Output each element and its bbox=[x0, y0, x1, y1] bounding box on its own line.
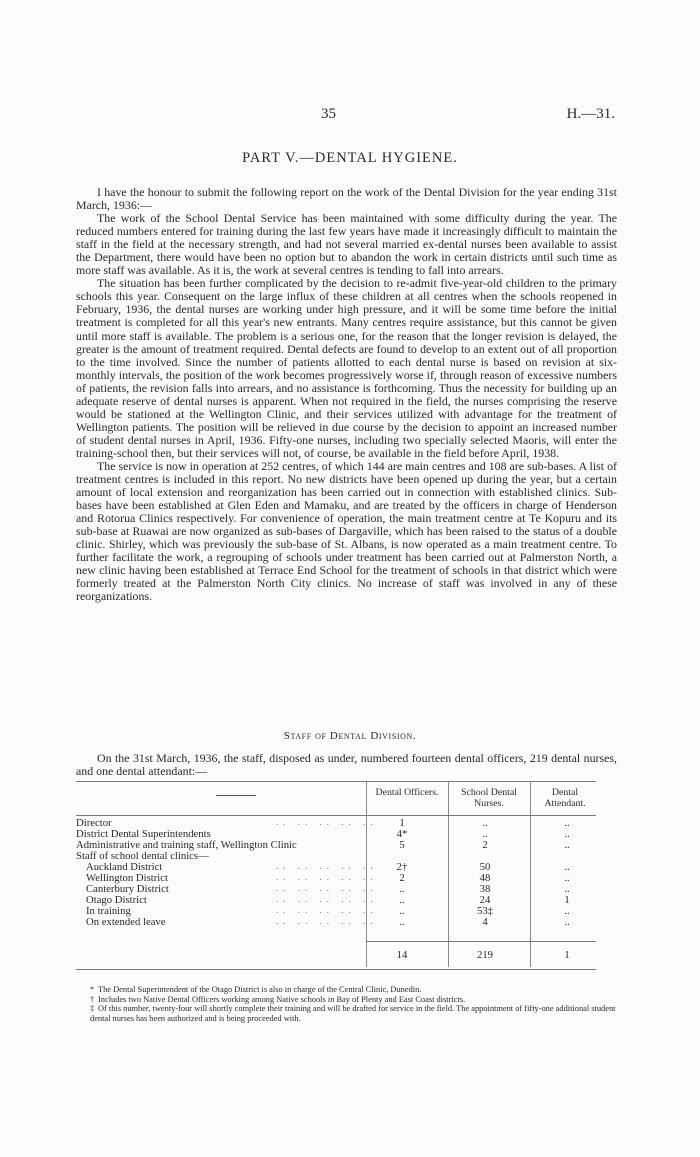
cell-attendant: .. bbox=[564, 872, 570, 884]
row-label: Administrative and training staff, Wellington Clinic bbox=[76, 839, 297, 851]
cell-nurses: .. bbox=[482, 828, 488, 840]
footnote-text: Of this number, twenty-four will shortly complete their training and will be drafted for service in the field. The appointment of fifty-one additional student dental nurses has been authorized and is being proceeded with. bbox=[90, 1004, 616, 1023]
row-label: Canterbury District bbox=[86, 883, 169, 895]
page-number: 35 bbox=[321, 106, 336, 122]
part-title: PART V.—DENTAL HYGIENE. bbox=[242, 150, 458, 166]
report-body bbox=[76, 186, 617, 604]
cell-attendant: .. bbox=[564, 828, 570, 840]
table-bottom-rule bbox=[76, 969, 596, 970]
cell-nurses: 24 bbox=[479, 894, 491, 906]
cell-officers: 4* bbox=[396, 828, 408, 840]
cell-attendant: .. bbox=[564, 883, 570, 895]
footnote bbox=[76, 1004, 621, 1023]
leader-dots: .. .. .. .. .. bbox=[276, 817, 378, 827]
cell-officers: 1 bbox=[399, 817, 405, 829]
cell-nurses: 50 bbox=[479, 861, 491, 873]
cell-nurses: 4 bbox=[482, 916, 488, 928]
cell-officers: 2 bbox=[399, 872, 405, 884]
footnote-text: Includes two Native Dental Officers working among Native schools in Bay of Plenty and East Coast districts. bbox=[98, 994, 466, 1004]
cell-nurses: 38 bbox=[479, 883, 491, 895]
staff-table bbox=[76, 781, 596, 976]
col-header-attendant: Dental Attendant. bbox=[544, 787, 586, 809]
cell-officers: .. bbox=[399, 883, 405, 895]
staff-intro bbox=[76, 752, 617, 778]
cell-officers: .. bbox=[399, 905, 405, 917]
row-label: On extended leave bbox=[86, 916, 166, 928]
cell-attendant: .. bbox=[564, 861, 570, 873]
col-header-officers: Dental Officers. bbox=[375, 787, 439, 798]
footnote-mark: ‡ bbox=[90, 1004, 95, 1014]
cell-nurses: .. bbox=[482, 817, 488, 829]
table-top-rule bbox=[76, 781, 596, 782]
table-header-rule bbox=[76, 815, 596, 816]
paragraph-service: The service is now in operation at 252 centres, of which 144 are main centres and 108 are sub-bases. A list of treatment centres is included in this report. No new districts have been opened up during the year, but a certain amount of local extension and reorganization has been carried out in connection with established clinics. Sub-bases have been established at Glen Eden and Mamaku, and are treated by the officers in charge of Henderson and Rotorua Clinics respectively. For convenience of operation, the main treatment centre at Te Kopuru and its sub-base at Ruawai are now organized as sub-bases of Dargaville, which has been raised to the status of a double clinic. Shirley, which was previously the sub-base of St. Albans, is now operated as a main treatment centre. To further facilitate the work, a regrouping of schools under treatment has been carried out at Palmerston North, a new clinic having been established at Terrace End School for the treatment of schools in that district which were formerly treated at the Palmerston North City clinics. No increase of staff was involved in any of these reorganizations. bbox=[76, 458, 617, 604]
cell-officers: .. bbox=[399, 916, 405, 928]
table-row bbox=[76, 916, 596, 928]
section-heading-staff: Staff of Dental Division. bbox=[283, 730, 417, 742]
cell-attendant: .. bbox=[564, 839, 570, 851]
row-label: Staff of school dental clinics— bbox=[76, 850, 209, 862]
leader-dots: .. .. .. .. .. bbox=[276, 883, 378, 893]
leader-dots: .. .. .. .. .. bbox=[276, 916, 378, 926]
page-header bbox=[0, 106, 700, 126]
leader-dots: .. .. .. .. .. bbox=[276, 905, 378, 915]
paragraph-staffing: The work of the School Dental Service has been maintained with some difficulty during the year. The reduced numbers entered for training during the last few years have made it increasingly difficult to maintain the staff in the field at the necessary strength, and had not several married ex-dental nurses been available to assist the Department, there would have been no option but to abandon the work in certain districts until such time as more staff was available. As it is, the work at several centres is tending to fall into arrears. bbox=[76, 211, 617, 278]
cell-attendant: .. bbox=[564, 817, 570, 829]
row-label: In training bbox=[86, 905, 131, 917]
leader-dots: .. .. .. .. .. bbox=[276, 894, 378, 904]
cell-attendant: .. bbox=[564, 905, 570, 917]
cell-officers: .. bbox=[399, 894, 405, 906]
cell-nurses: 53‡ bbox=[476, 905, 494, 917]
row-label: Auckland District bbox=[86, 861, 163, 873]
footnote bbox=[76, 985, 621, 995]
table-totals-row bbox=[76, 949, 596, 961]
footnote-mark: * bbox=[90, 985, 95, 994]
document-reference: H.—31. bbox=[566, 106, 615, 122]
col-header-nurses: School Dental Nurses. bbox=[461, 787, 517, 809]
row-label: Otago District bbox=[86, 894, 147, 906]
staff-intro-text: On the 31st March, 1936, the staff, disposed as under, numbered fourteen dental officers, 219 dental nurses, and one dental attendant:— bbox=[76, 751, 617, 779]
cell-attendant: 1 bbox=[564, 894, 570, 906]
row-label: Wellington District bbox=[86, 872, 168, 884]
footnote-text: The Dental Superintendent of the Otago District is also in charge of the Central Clinic, Dunedin. bbox=[98, 985, 422, 994]
cell-officers: 5 bbox=[399, 839, 405, 851]
total-officers: 14 bbox=[396, 949, 408, 961]
footnotes bbox=[76, 985, 621, 1023]
row-label: District Dental Superintendents bbox=[76, 828, 211, 840]
leader-dots: .. .. .. .. .. bbox=[276, 872, 378, 882]
cell-nurses: 48 bbox=[479, 872, 491, 884]
footnote-mark: † bbox=[90, 994, 95, 1004]
total-attendant: 1 bbox=[564, 949, 570, 961]
cell-attendant: .. bbox=[564, 916, 570, 928]
paragraph-situation: The situation has been further complicated by the decision to re-admit five-year-old children to the primary schools this year. Consequent on the large influx of these children at all centres when the schools reopened in February, 1936, the dental nurses are working under high pressure, and it will be some time before the initial treatment is completed for all this year's new entrants. Many centres require assistance, but this cannot be given until more staff is available. The problem is a serious one, for the reason that the longer revision is delayed, the greater is the amount of treatment required. Dental defects are found to develop to an extent out of all proportion to the time involved. Since the number of patients allotted to each dental nurse is based on revision at six-monthly intervals, the position of the work becomes progressively worse if, through reason of excessive numbers of patients, the revision falls into arrears, and no assistance is forthcoming. Thus the necessity for building up an adequate reserve of dental nurses is apparent. When not required in the field, the nurses comprising the reserve would be stationed at the Wellington Clinic, and their services utilized with advantage for the treatment of Wellington patients. The position will be relieved in due course by the decision to appoint an increased number of student dental nurses in April, 1936. Fifty-one nurses, including two specially selected Maoris, will enter the training-school then, but their services will not, of course, be available in the field before April, 1938. bbox=[76, 276, 617, 460]
total-nurses: 219 bbox=[476, 949, 494, 961]
footnote bbox=[76, 995, 621, 1005]
stub-header-dash bbox=[216, 795, 256, 796]
totals-rule bbox=[366, 941, 596, 942]
leader-dots: .. .. .. .. .. bbox=[276, 861, 378, 871]
paragraph-intro: I have the honour to submit the following report on the work of the Dental Division for the year ending 31st March, 1936:— bbox=[76, 185, 617, 213]
cell-nurses: 2 bbox=[482, 839, 488, 851]
cell-officers: 2† bbox=[396, 861, 408, 873]
row-label: Director bbox=[76, 817, 112, 829]
